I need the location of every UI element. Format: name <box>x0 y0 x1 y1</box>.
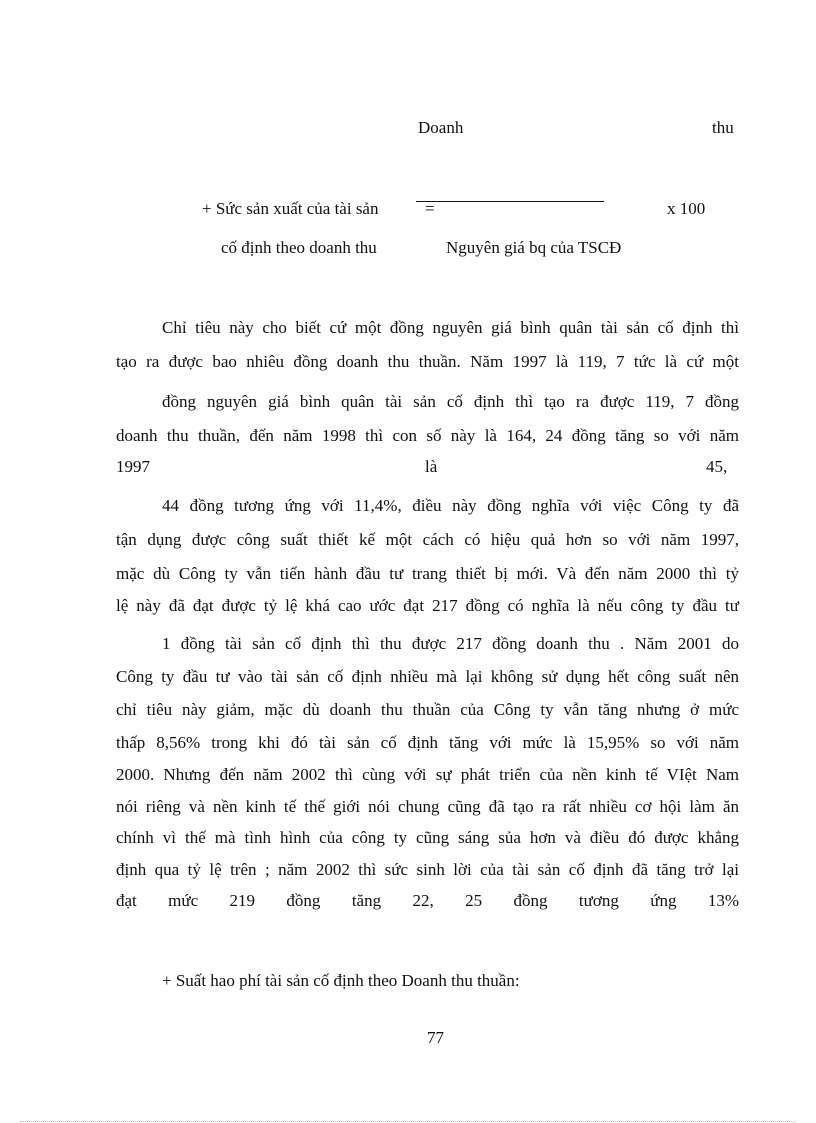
section-heading: + Suất hao phí tài sản cố định theo Doanh thu thuần: <box>162 971 520 990</box>
body-line-17: định qua tỷ lệ trên ; năm 2002 thì sức sinh lời của tài sản cố định đã tăng trở lại <box>116 860 739 879</box>
body-line-16: chính vì thế mà tình hình của công ty cũng sáng sủa hơn và điều đó được khẳng <box>116 828 739 847</box>
body-line-6: 44 đồng tương ứng với 11,4%, điều này đồng nghĩa với việc Công ty đã <box>162 496 739 515</box>
body-line-5-word: là <box>425 457 438 476</box>
formula-multiplier: x 100 <box>667 199 706 218</box>
fraction-bar <box>416 201 604 202</box>
formula-label-line1: + Sức sản xuất của tài sản <box>202 199 379 218</box>
body-line-5-year: 1997 <box>116 457 150 476</box>
body-line-10: 1 đồng tài sản cố định thì thu được 217 đồng doanh thu . Năm 2001 do <box>162 634 739 653</box>
page-number: 77 <box>427 1028 444 1047</box>
formula-numerator-right: thu <box>712 118 734 137</box>
body-line-1: Chỉ tiêu này cho biết cứ một đồng nguyên giá bình quân tài sản cố định thì <box>162 318 739 337</box>
page-bottom-rule <box>20 1121 796 1122</box>
body-line-12: chỉ tiêu này giảm, mặc dù doanh thu thuần của Công ty vẫn tăng nhưng ở mức <box>116 700 739 719</box>
formula-numerator-left: Doanh <box>418 118 464 137</box>
body-line-9: lệ này đã đạt được tỷ lệ khá cao ước đạt 217 đồng có nghĩa là nếu công ty đầu tư <box>116 596 739 615</box>
body-line-5-value: 45, <box>706 457 728 476</box>
body-line-3: đồng nguyên giá bình quân tài sản cố định thì tạo ra được 119, 7 đồng <box>162 392 739 411</box>
body-line-13: thấp 8,56% trong khi đó tài sản cố định tăng với mức là 15,95% so với năm <box>116 733 739 752</box>
body-line-4: doanh thu thuần, đến năm 1998 thì con số này là 164, 24 đồng tăng so với năm <box>116 426 739 445</box>
body-line-7: tận dụng được công suất thiết kế một cách có hiệu quả hơn so với năm 1997, <box>116 530 739 549</box>
body-line-2: tạo ra được bao nhiêu đồng doanh thu thuần. Năm 1997 là 119, 7 tức là cứ một <box>116 352 739 371</box>
body-line-11: Công ty đầu tư vào tài sản cố định nhiều mà lại không sử dụng hết công suất nên <box>116 667 739 686</box>
formula-label-line2: cố định theo doanh thu <box>221 238 377 257</box>
body-line-15: nói riêng và nền kinh tế thế giới nói chung cũng đã tạo ra rất nhiều cơ hội làm ăn <box>116 797 739 816</box>
body-line-14: 2000. Nhưng đến năm 2002 thì cùng với sự phát triển của nền kinh tế VIệt Nam <box>116 765 739 784</box>
formula-denominator: Nguyên giá bq của TSCĐ <box>446 238 622 257</box>
body-line-8: mặc dù Công ty vẫn tiến hành đầu tư trang thiết bị mới. Và đến năm 2000 thì tỷ <box>116 564 739 583</box>
body-line-18: đạt mức 219 đồng tăng 22, 25 đồng tương ứng 13% <box>116 891 739 910</box>
formula-equals: = <box>425 199 435 218</box>
